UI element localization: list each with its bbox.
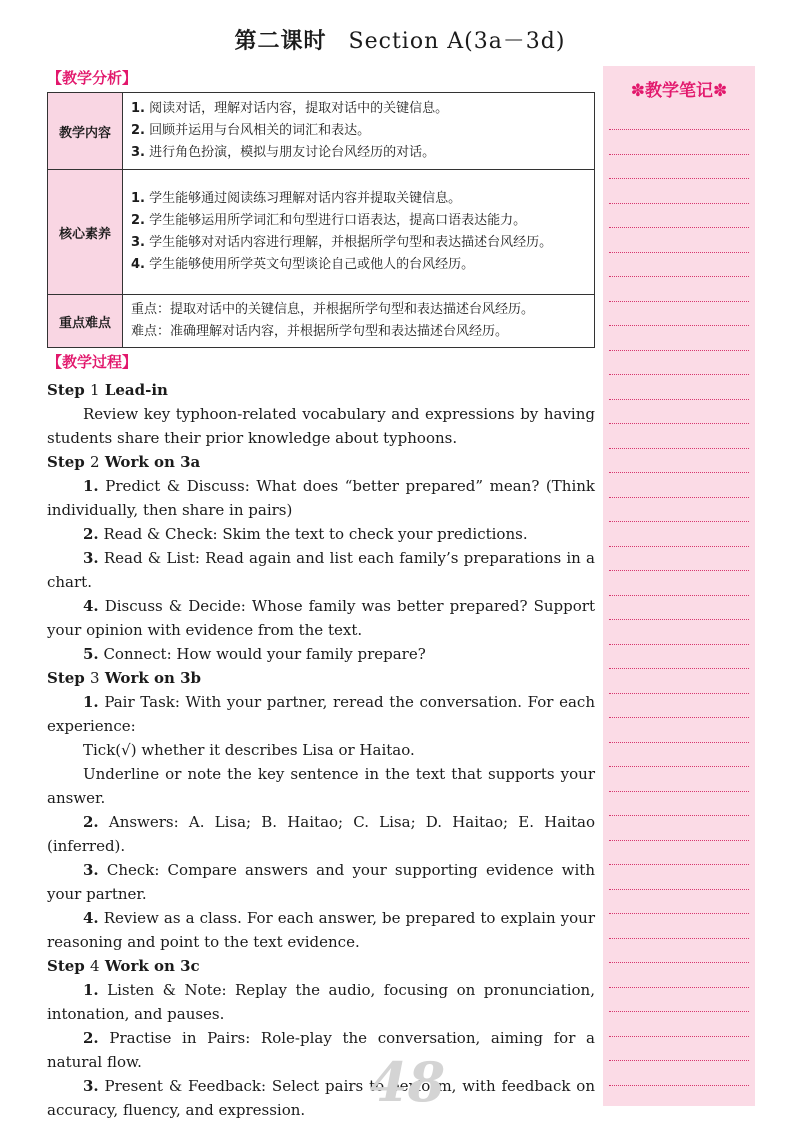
- note-line: [609, 570, 749, 571]
- step-word: Step: [47, 669, 85, 687]
- note-line: [609, 938, 749, 939]
- step-paragraph: [47, 474, 595, 522]
- analysis-line: [131, 98, 586, 120]
- note-line: [609, 1060, 749, 1061]
- step-paragraph: [47, 810, 595, 858]
- analysis-row-content: [123, 170, 595, 295]
- paragraph-number: 4.: [83, 909, 99, 927]
- paragraph-number: 2.: [83, 813, 99, 831]
- analysis-line: [131, 142, 586, 164]
- step-paragraph: [47, 642, 595, 666]
- note-line: [609, 840, 749, 841]
- step-title: Work on 3a: [104, 453, 201, 471]
- note-line: [609, 987, 749, 988]
- paragraph-text: Read & List: Read again and list each family’s preparations in a chart.: [47, 549, 595, 591]
- step-paragraph: [47, 594, 595, 642]
- analysis-line: [131, 210, 586, 232]
- note-line: [609, 815, 749, 816]
- paragraph-text: Underline or note the key sentence in the text that supports your answer.: [47, 765, 595, 807]
- step-word: Step: [47, 957, 85, 975]
- analysis-line-number: 3.: [131, 235, 145, 250]
- process-section: [47, 378, 595, 1122]
- paragraph-text: Review as a class. For each answer, be prepared to explain your reasoning and point to the text evidence.: [47, 909, 595, 951]
- paragraph-text: Discuss & Decide: Whose family was better prepared? Support your opinion with evidence from the text.: [47, 597, 595, 639]
- analysis-line: [131, 321, 586, 343]
- page-title: [0, 24, 800, 55]
- analysis-line-number: 3.: [131, 145, 145, 160]
- paragraph-text: Practise in Pairs: Role-play the conversation, aiming for a natural flow.: [47, 1029, 595, 1071]
- note-line: [609, 129, 749, 130]
- note-line: [609, 448, 749, 449]
- analysis-row-label: 教学内容: [48, 93, 123, 170]
- step-heading: [47, 450, 595, 474]
- analysis-line: [131, 254, 586, 276]
- analysis-line-text: 重点：提取对话中的关键信息，并根据所学句型和表达描述台风经历。: [131, 302, 535, 317]
- note-line: [609, 252, 749, 253]
- step-paragraph: [47, 402, 595, 450]
- step-number: 2: [90, 453, 100, 471]
- analysis-line-text: 学生能够对对话内容进行理解，并根据所学句型和表达描述台风经历。: [149, 235, 553, 250]
- note-line: [609, 619, 749, 620]
- analysis-row-label: 重点难点: [48, 295, 123, 348]
- note-line: [609, 889, 749, 890]
- analysis-line: [131, 232, 586, 254]
- note-line: [609, 1085, 749, 1086]
- note-line: [609, 644, 749, 645]
- analysis-line: [131, 120, 586, 142]
- paragraph-number: 3.: [83, 861, 99, 879]
- notes-sidebar: [603, 66, 755, 1106]
- main-content: [47, 66, 595, 1122]
- paragraph-number: 1.: [83, 981, 99, 999]
- analysis-row-content: [123, 93, 595, 170]
- note-line: [609, 521, 749, 522]
- analysis-line-number: 1.: [131, 191, 145, 206]
- step-title: Lead-in: [104, 381, 168, 399]
- paragraph-text: Read & Check: Skim the text to check your predictions.: [103, 525, 528, 543]
- step-paragraph: [47, 522, 595, 546]
- note-line: [609, 301, 749, 302]
- paragraph-text: Present & Feedback: Select pairs to perform, with feedback on accuracy, fluency, and expression.: [47, 1077, 595, 1119]
- analysis-line-text: 回顾并运用与台风相关的词汇和表达。: [149, 123, 371, 138]
- step-number: 4: [90, 957, 100, 975]
- analysis-line: [131, 188, 586, 210]
- step-heading: [47, 378, 595, 402]
- paragraph-number: 2.: [83, 1029, 99, 1047]
- step-title: Work on 3b: [104, 669, 202, 687]
- analysis-line-number: 4.: [131, 257, 145, 272]
- paragraph-number: 1.: [83, 477, 99, 495]
- analysis-line-number: 1.: [131, 101, 145, 116]
- note-line: [609, 350, 749, 351]
- paragraph-text: Check: Compare answers and your supporting evidence with your partner.: [47, 861, 595, 903]
- note-line: [609, 595, 749, 596]
- note-line: [609, 472, 749, 473]
- note-line: [609, 154, 749, 155]
- analysis-line-text: 难点：准确理解对话内容，并根据所学句型和表达描述台风经历。: [131, 324, 509, 339]
- step-number: 3: [90, 669, 100, 687]
- step-word: Step: [47, 453, 85, 471]
- step-paragraph: [47, 1074, 595, 1122]
- analysis-line-number: 2.: [131, 123, 145, 138]
- step-paragraph: [47, 1026, 595, 1074]
- step-heading: [47, 666, 595, 690]
- analysis-row-label: 核心素养: [48, 170, 123, 295]
- note-line: [609, 668, 749, 669]
- note-line: [609, 276, 749, 277]
- analysis-table: [47, 92, 595, 348]
- note-line: [609, 497, 749, 498]
- paragraph-text: Connect: How would your family prepare?: [103, 645, 426, 663]
- note-line: [609, 423, 749, 424]
- step-paragraph: [47, 546, 595, 594]
- analysis-line-text: 学生能够通过阅读练习理解对话内容并提取关键信息。: [149, 191, 462, 206]
- title-zh: 第二课时: [234, 28, 327, 54]
- analysis-line-text: 学生能够使用所学英文句型谈论自己或他人的台风经历。: [149, 257, 475, 272]
- note-line: [609, 791, 749, 792]
- paragraph-number: 4.: [83, 597, 99, 615]
- paragraph-number: 3.: [83, 1077, 99, 1095]
- paragraph-text: Predict & Discuss: What does “better prepared” mean? (Think individually, then share in pairs): [47, 477, 595, 519]
- note-line: [609, 203, 749, 204]
- analysis-row: [48, 295, 595, 348]
- step-paragraph: [47, 978, 595, 1026]
- paragraph-text: Pair Task: With your partner, reread the conversation. For each experience:: [47, 693, 595, 735]
- analysis-line-text: 进行角色扮演，模拟与朋友讨论台风经历的对话。: [149, 145, 436, 160]
- note-line: [609, 864, 749, 865]
- process-heading: 【教学过程】: [47, 353, 138, 371]
- note-line: [609, 717, 749, 718]
- paragraph-number: 2.: [83, 525, 99, 543]
- paragraph-number: 1.: [83, 693, 99, 711]
- step-paragraph: [47, 762, 595, 810]
- note-line: [609, 178, 749, 179]
- paragraph-text: Listen & Note: Replay the audio, focusing on pronunciation, intonation, and pauses.: [47, 981, 595, 1023]
- analysis-line-text: 阅读对话，理解对话内容，提取对话中的关键信息。: [149, 101, 449, 116]
- analysis-row: [48, 170, 595, 295]
- note-line: [609, 1036, 749, 1037]
- note-line: [609, 913, 749, 914]
- paragraph-number: 3.: [83, 549, 99, 567]
- analysis-heading: 【教学分析】: [47, 69, 138, 87]
- note-line: [609, 742, 749, 743]
- analysis-row: [48, 93, 595, 170]
- note-line: [609, 374, 749, 375]
- step-heading: [47, 954, 595, 978]
- analysis-line: [131, 299, 586, 321]
- note-line: [609, 546, 749, 547]
- step-paragraph: [47, 906, 595, 954]
- paragraph-text: Answers: A. Lisa; B. Haitao; C. Lisa; D. Haitao; E. Haitao (inferred).: [47, 813, 595, 855]
- analysis-line-text: 学生能够运用所学词汇和句型进行口语表达，提高口语表达能力。: [149, 213, 527, 228]
- paragraph-text: Review key typhoon-related vocabulary and expressions by having students share their prior knowledge about typhoons.: [47, 405, 595, 447]
- page-number: 48: [370, 1050, 446, 1114]
- note-line: [609, 962, 749, 963]
- note-line: [609, 399, 749, 400]
- step-paragraph: [47, 858, 595, 906]
- note-line: [609, 766, 749, 767]
- analysis-row-content: [123, 295, 595, 348]
- paragraph-text: Tick(√) whether it describes Lisa or Haitao.: [83, 741, 415, 759]
- analysis-line-number: 2.: [131, 213, 145, 228]
- step-number: 1: [90, 381, 100, 399]
- step-paragraph: [47, 690, 595, 738]
- paragraph-number: 5.: [83, 645, 99, 663]
- step-word: Step: [47, 381, 85, 399]
- note-line: [609, 325, 749, 326]
- title-en: Section A(3a－3d): [348, 29, 566, 54]
- note-line: [609, 1011, 749, 1012]
- notes-heading: ✽教学笔记✽: [630, 81, 728, 101]
- note-line: [609, 227, 749, 228]
- note-line: [609, 693, 749, 694]
- step-paragraph: [47, 738, 595, 762]
- step-title: Work on 3c: [104, 957, 200, 975]
